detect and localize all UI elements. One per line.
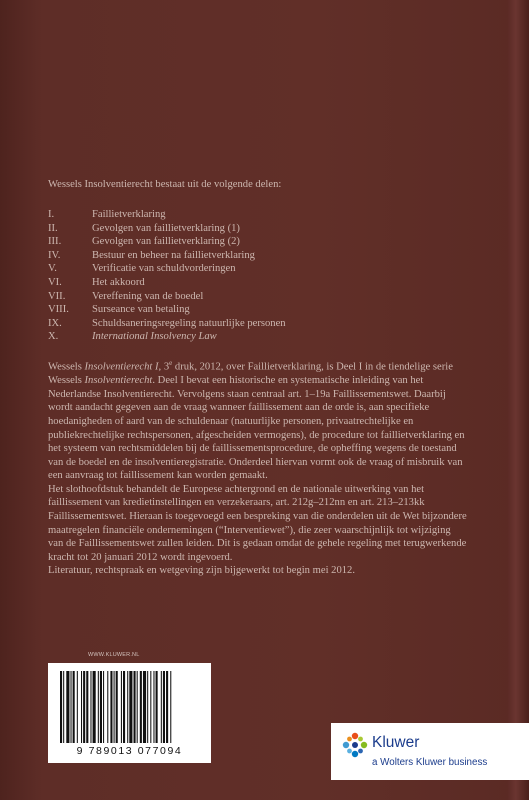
- part-title: Verificatie van schuldvorderingen: [92, 263, 236, 275]
- isbn-digits: 9 789013 077094: [76, 745, 183, 757]
- parts-list: [48, 208, 468, 344]
- publisher-tagline: a Wolters Kluwer business: [372, 757, 488, 768]
- kluwer-logo-icon: [342, 732, 368, 758]
- part-title: Het akkoord: [92, 276, 145, 288]
- part-number: IV.: [48, 249, 61, 261]
- description-paragraph-1: Wessels Insolventierecht I, 3e druk, 2012, over Faillietverklaring, is Deel I in de tiendelige serie Wessels Insolventierecht. Deel I bevat een historische en systematische inleiding van het Nederlandse Insolventierecht. Vervolgens staan centraal art. 1–19a Faillissementswet. Daarbij wordt aandacht gegeven aan de vraag wanneer faillissement aan de orde is, aan specifieke hoedanigheden of aard van de schuldenaar (natuurlijke personen, privaatrechtelijke en publiekrechtelijke rechtspersonen, afgescheiden vermogens), de procedure tot faillietverklaring en het systeem van rechtsmiddelen bij de faillissementsprocedure, de opheffing wegens de toestand van de boedel en de insolventieregistratie. Onderdeel hiervan vormt ook de vraag of misbruik van een aanvraag tot faillissement kan worden gemaakt.: [48, 359, 465, 482]
- part-title: Bestuur en beheer na faillietverklaring: [92, 249, 255, 261]
- part-item: [48, 249, 468, 263]
- part-number: X.: [48, 331, 59, 343]
- part-number: V.: [48, 263, 57, 275]
- barcode-bars: [58, 671, 201, 743]
- publisher-logo-box: [331, 723, 529, 780]
- part-item: [48, 208, 468, 222]
- part-number: III.: [48, 236, 62, 248]
- part-item: [48, 317, 468, 331]
- part-number: VI.: [48, 276, 62, 288]
- description-paragraph-3: Literatuur, rechtspraak en wetgeving zijn bijgewerkt tot begin mei 2012.: [48, 565, 355, 577]
- part-number: IX.: [48, 317, 62, 329]
- spine-edge: [507, 0, 529, 800]
- part-item: [48, 330, 468, 344]
- part-item: [48, 290, 468, 304]
- barcode: [48, 663, 211, 763]
- description-paragraph-2: Het slothoofdstuk behandelt de Europese achtergrond en de nationale uitwerking van het faillissement van kredietinstellingen en verzekeraars, art. 212g–212nn en art. 213–213kk Faillissementswet. Hieraan is toegevoegd een bespreking van die onderdelen uit de Wet bijzondere maatregelen financiële ondernemingen (“Interventiewet”), die zeer waarschijnlijk tot wijziging van de Faillissementswet zullen leiden. Dit is gedaan omdat de gehele regeling met terugwerkende kracht tot 20 januari 2012 wordt ingevoerd.: [48, 483, 467, 563]
- part-title: Faillietverklaring: [92, 209, 166, 220]
- part-number: VII.: [48, 290, 66, 302]
- part-item: [48, 303, 468, 317]
- intro-text: Wessels Insolventierecht bestaat uit de volgende delen:: [48, 179, 282, 190]
- part-item: [48, 222, 468, 236]
- part-title: Schuldsaneringsregeling natuurlijke personen: [92, 317, 286, 329]
- part-number: I.: [48, 209, 55, 220]
- part-title: Surseance van betaling: [92, 304, 190, 316]
- part-title: Gevolgen van faillietverklaring (1): [92, 222, 240, 234]
- part-item: [48, 262, 468, 276]
- website-url: WWW.KLUWER.NL: [88, 652, 140, 658]
- part-title: International Insolvency Law: [92, 331, 217, 343]
- publisher-name: Kluwer: [372, 734, 420, 751]
- part-item: [48, 276, 468, 290]
- part-number: II.: [48, 222, 58, 234]
- part-title: Gevolgen van faillietverklaring (2): [92, 236, 240, 248]
- part-item: [48, 235, 468, 249]
- part-number: VIII.: [48, 304, 69, 316]
- part-title: Vereffening van de boedel: [92, 290, 204, 302]
- description: [48, 357, 468, 578]
